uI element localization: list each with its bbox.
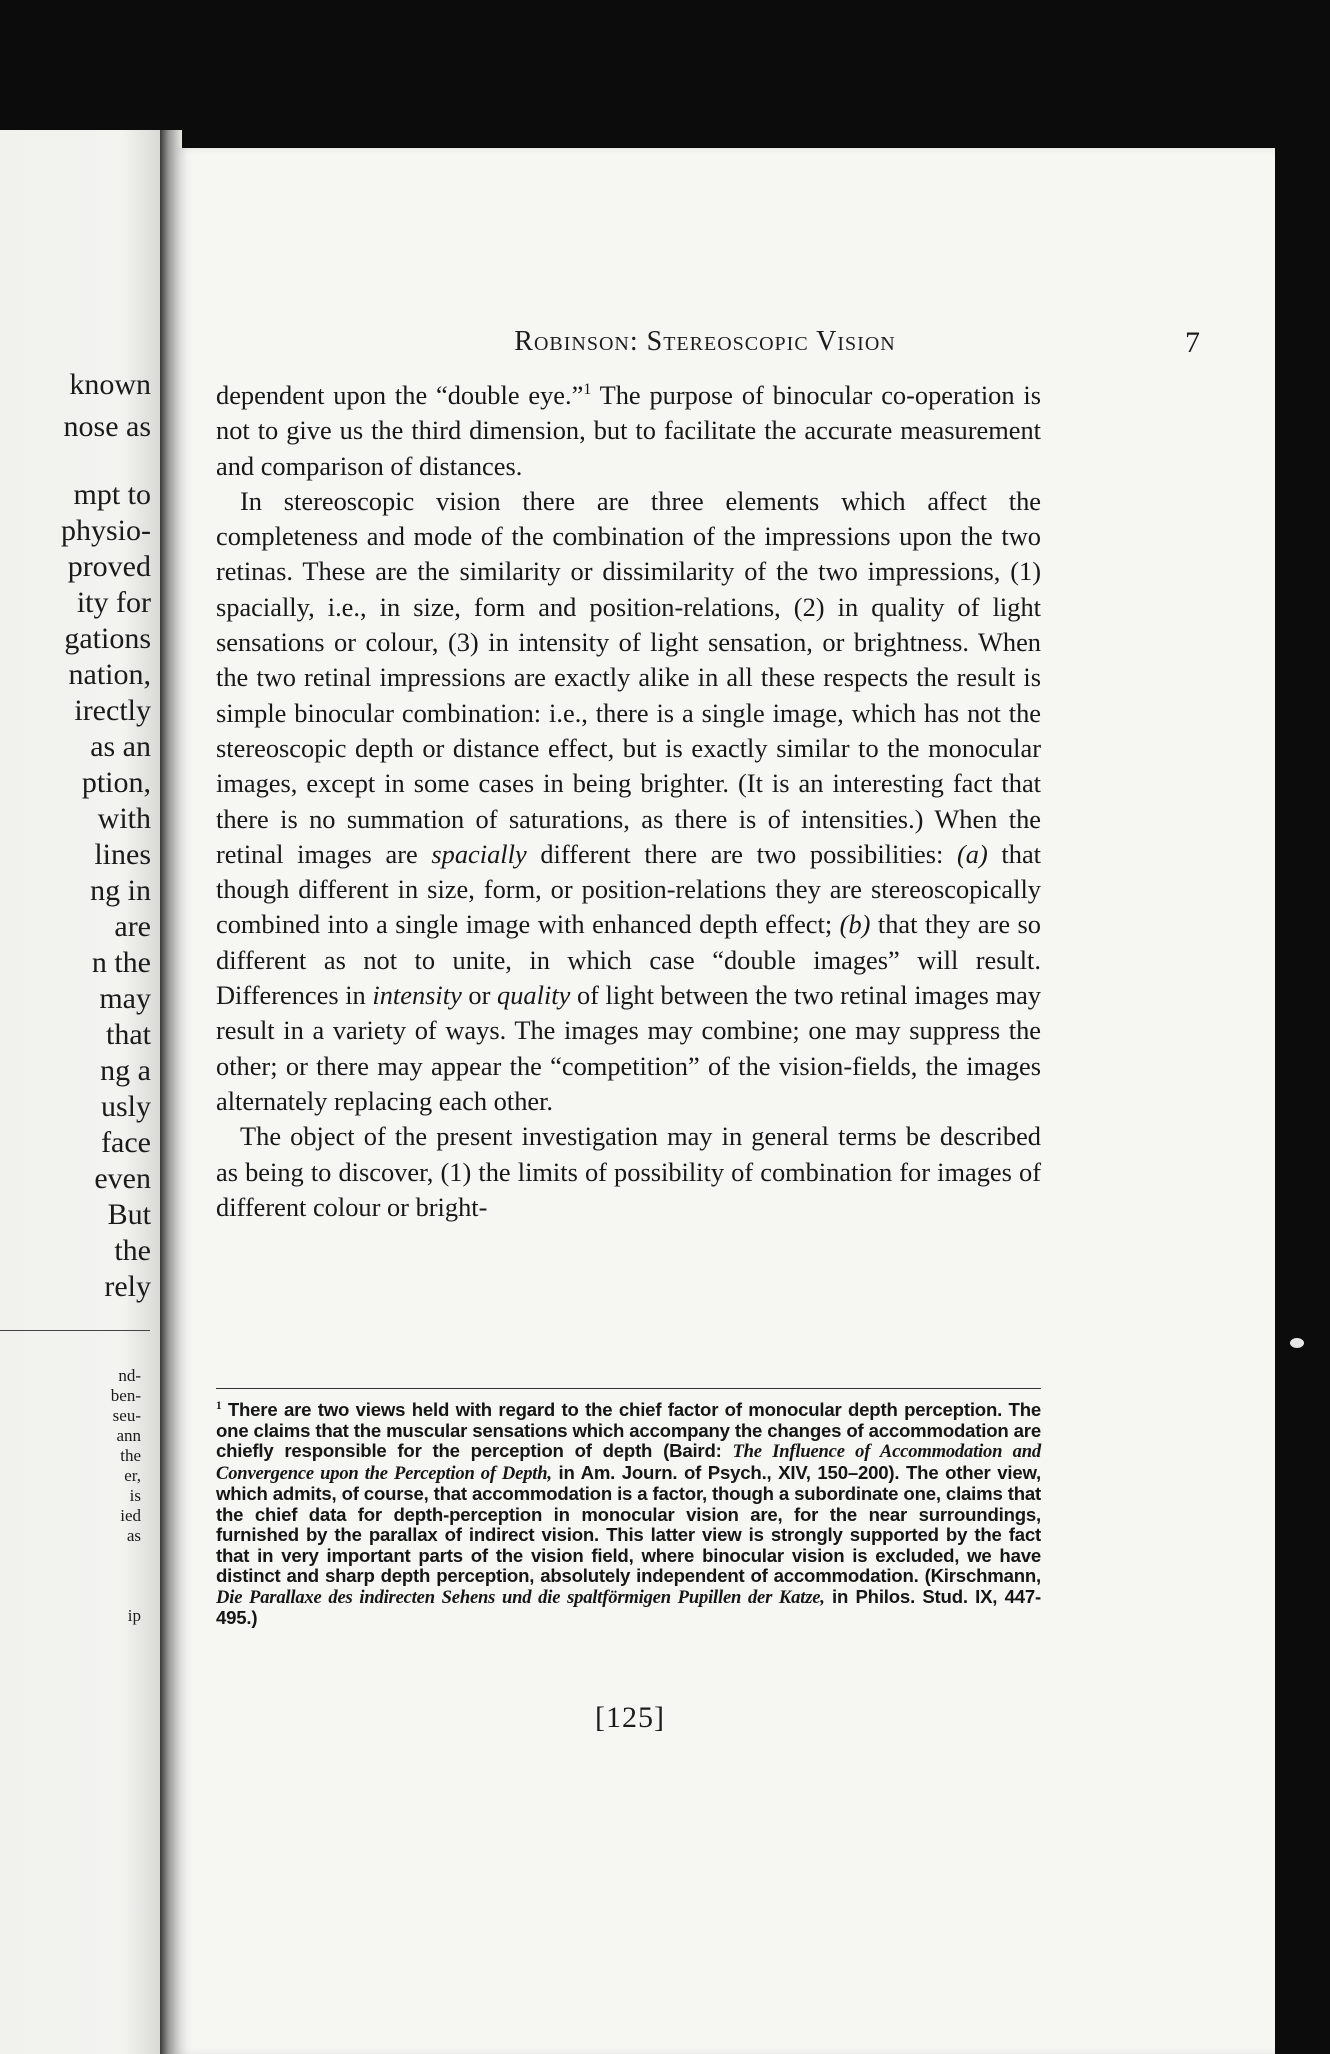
left-page-footnote-fragment: seu-: [112, 1406, 141, 1425]
body-text: [216, 378, 1041, 1225]
left-page-fragment: physio-: [61, 514, 151, 547]
left-page-fragment: ng in: [90, 874, 151, 907]
left-footnote-rule: [0, 1330, 150, 1331]
paragraph-1-start: dependent upon the “double eye.”: [216, 380, 584, 410]
left-page-fragment: may: [99, 982, 151, 1015]
left-page-fragment: rely: [104, 1270, 151, 1303]
footnote-part-a: There are two views held with regard to the chief factor of monocular depth perception. The one claims that the muscular sensations which accompany the changes of accommodation are chiefly responsible for the perception of depth (Baird:: [216, 1399, 1041, 1461]
page-number: 7: [1185, 326, 1200, 359]
left-page-footnote-fragment: the: [120, 1446, 141, 1465]
p2-emphasis-intensity: intensity: [372, 980, 462, 1011]
left-page-fragment: gations: [64, 622, 151, 655]
left-page-footnote-fragment: nd-: [118, 1366, 141, 1385]
p2-part-b: different there are two possibilities:: [526, 838, 957, 869]
footnote-marker: 1: [216, 1399, 222, 1412]
main-page: [175, 148, 1275, 2054]
footnote: [216, 1400, 1041, 1629]
p2-label-b: (b): [839, 909, 871, 940]
left-page-fragment: But: [107, 1198, 151, 1231]
left-page-footnote-fragment: ann: [116, 1426, 141, 1445]
signature-mark: [125]: [595, 1701, 665, 1734]
left-page-fragment: ption,: [81, 766, 151, 799]
left-page-footnote-fragment: ip: [127, 1606, 141, 1625]
p2-part-a: In stereoscopic vision there are three elements which affect the completeness and mode of the combination of the impressions upon the two retinas. These are the similarity or dissimilarity of the two impressions, (1) spacially, i.e., in size, form and position-relations, (2) in quality of light sensations or colour, (3) in intensity of light sensation, or brightness. When the two retinal impressions are exactly alike in all these respects the result is simple binocular combination: i.e., there is a single image, which has not the stereoscopic depth or distance effect, but is exactly similar to the monocular images, except in some cases in being brighter. (It is an interesting fact that there is no summation of saturations, as there is of intensities.) When the retinal images are: [216, 485, 1041, 869]
left-page-footnote-fragment: ben-: [110, 1386, 141, 1405]
left-page-footnote-fragment: is: [129, 1486, 141, 1505]
footnote-title-baird: The Influence of Accommodation and Convergence upon the Perception of Depth,: [216, 1441, 1041, 1484]
p2-emphasis-spacially: spacially: [431, 838, 527, 869]
footnote-ref: 1: [583, 381, 592, 399]
left-page-fragment: are: [114, 910, 151, 943]
p2-part-d: that they are so different as not to unite, in which case “double images” will result. Differences in: [216, 909, 1041, 1011]
paragraph-3: The object of the present investigation may in general terms be described as being to discover, (1) the limits of possibility of combination for images of different colour or bright-: [216, 1121, 1041, 1222]
p2-part-e: or: [461, 980, 498, 1011]
footnote-rule: [216, 1388, 1041, 1389]
edge-speck: [1290, 1338, 1304, 1348]
p2-part-f: of light between the two retinal images may result in a variety of ways. The images may combine; one may suppress the other; or there may appear the “competition” of the vision-fields, the images alternately replacing each other.: [216, 980, 1042, 1116]
footnote-part-c: in Philos. Stud. IX, 447-495.): [216, 1585, 1041, 1628]
left-page-fragment: nation,: [68, 658, 151, 691]
left-page-fragment: even: [94, 1162, 151, 1195]
left-page-fragment: irectly: [74, 694, 151, 727]
left-page-footnote-fragment: as: [126, 1526, 141, 1545]
left-page-fragment: known: [69, 368, 151, 401]
p2-emphasis-quality: quality: [497, 980, 571, 1011]
footnote-title-kirschmann: Die Parallaxe des indirecten Sehens und die spaltförmigen Pupillen der Katze,: [216, 1586, 825, 1608]
left-page-footnote-fragment: er,: [124, 1466, 141, 1485]
left-page-fragment: mpt to: [73, 478, 151, 511]
left-page-fragment: usly: [100, 1090, 151, 1123]
paragraph-1-rest: The purpose of binocular co-operation is not to give us the third dimension, but to facilitate the accurate measurement and comparison of distances.: [216, 380, 1041, 481]
left-page-fragment: proved: [67, 550, 151, 583]
left-page-fragment: as an: [90, 730, 151, 763]
running-head: Robinson: Stereoscopic Vision: [514, 326, 896, 357]
left-page-fragment: ity for: [76, 586, 151, 619]
left-page-fragment: that: [106, 1018, 151, 1051]
p2-part-c: that though different in size, form, or position-relations they are stereoscopically combined into a single image with enhanced depth effect;: [216, 838, 1042, 940]
paragraph-1: [216, 378, 1041, 484]
left-page-fragment: nose as: [63, 410, 151, 443]
p2-label-a: (a): [956, 838, 988, 869]
paragraph-2: [216, 484, 1041, 1119]
left-page-fragment: the: [114, 1234, 151, 1267]
left-page-fragment: face: [101, 1126, 151, 1159]
left-page-fragment: n the: [91, 946, 151, 979]
left-page-fragment: with: [97, 802, 151, 835]
left-page-fragment: lines: [94, 838, 151, 871]
footnote-part-b: in Am. Journ. of Psych., XIV, 150–200). The other view, which admits, of course, that accommodation is a factor, though a subordinate one, claims that the chief data for depth-perception in monocular vision are, for the near surroundings, furnished by the parallax of indirect vision. This latter view is strongly supported by the fact that in very important parts of the vision field, where binocular vision is excluded, we have distinct and sharp depth perception, absolutely independent of accommodation. (Kirschmann,: [216, 1461, 1042, 1586]
left-facing-page: [0, 130, 175, 2054]
left-page-fragment: ng a: [100, 1054, 151, 1087]
left-page-footnote-fragment: ied: [120, 1506, 141, 1525]
